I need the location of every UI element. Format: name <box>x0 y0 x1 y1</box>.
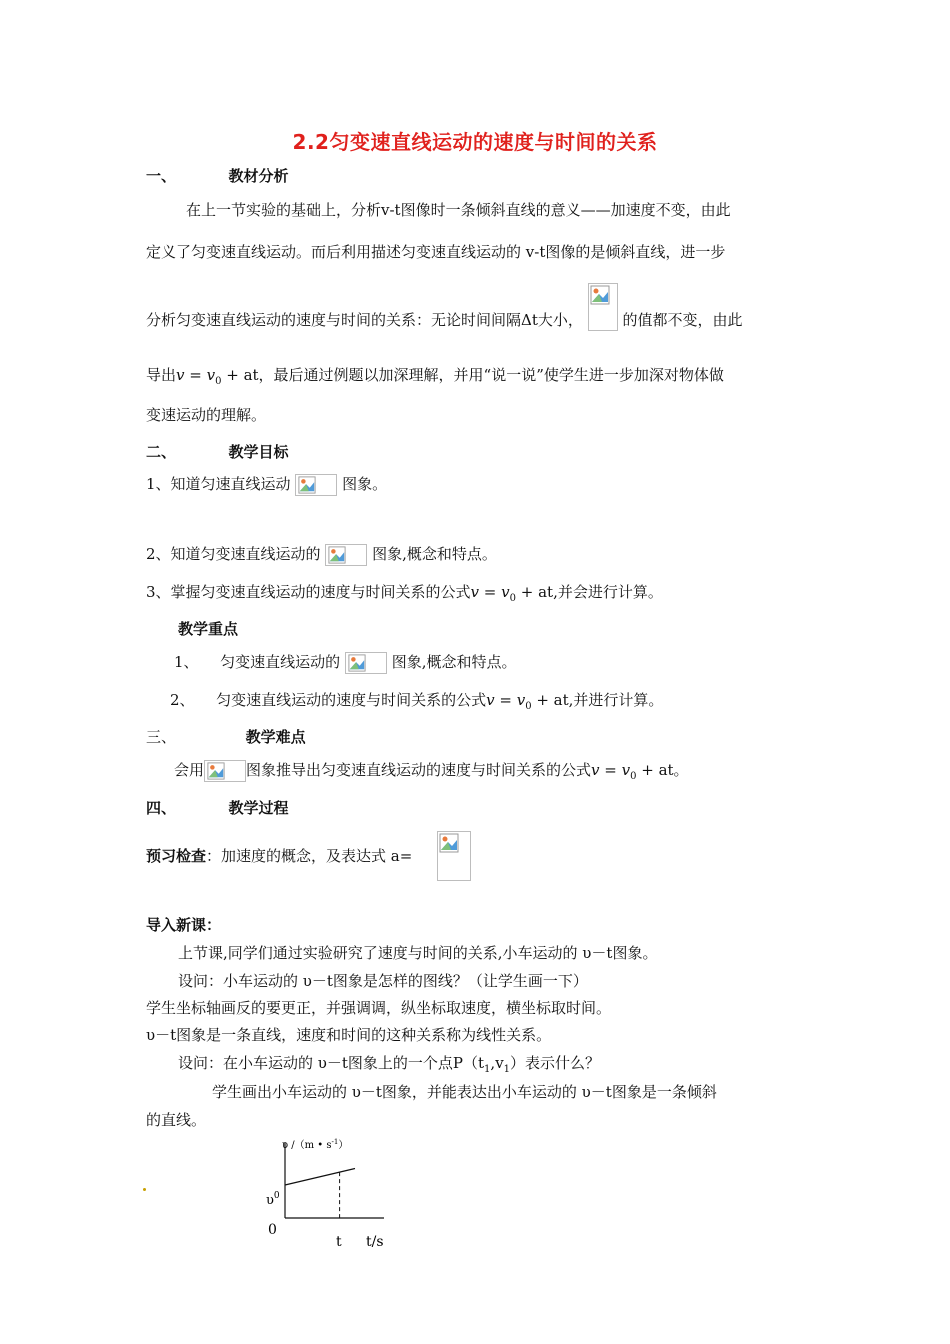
section-number: 三、 <box>146 728 177 746</box>
text-span: 会用 <box>174 761 205 779</box>
section-4-heading <box>146 798 289 818</box>
paragraph-line <box>146 365 724 392</box>
subscript: 0 <box>215 376 222 387</box>
text-span: ,v <box>490 1054 504 1072</box>
text-span: + at。 <box>636 761 689 779</box>
intro-line: 学生画出小车运动的 υ－t图象，并能表达出小车运动的 υ－t图象是一条倾斜 <box>212 1083 717 1101</box>
stray-dot <box>143 1188 146 1191</box>
goal-item <box>146 474 387 496</box>
goal-item <box>146 582 663 609</box>
var-v: v <box>470 583 480 601</box>
subscript: 1 <box>484 1064 491 1075</box>
section-number: 二、 <box>146 443 177 461</box>
text-span: 导出 <box>146 366 177 384</box>
section-title: 教学目标 <box>228 443 289 461</box>
paragraph-line: 定义了匀变速直线运动。而后利用描述匀变速直线运动的 v-t图像的是倾斜直线，进一步 <box>146 243 726 261</box>
focus-heading: 教学重点 <box>178 620 239 638</box>
section-title: 教学过程 <box>228 799 289 817</box>
text-span: 匀变速直线运动的 <box>220 653 341 671</box>
text-span: + at,并会进行计算。 <box>516 583 663 601</box>
section-2-heading <box>146 442 289 462</box>
section-title: 教材分析 <box>228 167 289 185</box>
section-number: 四、 <box>146 799 177 817</box>
text-span: = <box>479 583 502 601</box>
formula-image-icon <box>437 831 471 881</box>
vt-image-icon <box>325 544 367 566</box>
y-axis-label: υ /（m • $s^{-1}$） <box>282 1138 349 1151</box>
var-v: v <box>486 691 495 709</box>
text-span: 匀变速直线运动的速度与时间关系的公式 <box>216 691 487 709</box>
intro-line: 学生坐标轴画反的要更正，并强调调，纵坐标取速度，横坐标取时间。 <box>146 999 612 1017</box>
section-title: 教学难点 <box>245 728 306 746</box>
focus-item <box>174 652 516 674</box>
subscript: 0 <box>509 593 516 604</box>
item-number: 2、 <box>170 691 195 709</box>
intro-line: 上节课,同学们通过实验研究了速度与时间的关系,小车运动的 υ－t图象。 <box>178 944 658 962</box>
x-axis-label: t/s <box>366 1234 384 1250</box>
text-span: 设问：在小车运动的 υ－t图象上的一个点P（t <box>178 1054 485 1072</box>
text-span: = <box>184 366 207 384</box>
text-span: ：加速度的概念，及表达式 a= <box>206 847 413 865</box>
text-span: + at，最后通过例题以加深理解，并用“说一说”使学生进一步加深对物体做 <box>221 366 724 384</box>
var-v0: v <box>621 761 631 779</box>
intro-line: υ－t图象是一条直线，速度和时间的这种关系称为线性关系。 <box>146 1026 552 1044</box>
text-span: 的值都不变，由此 <box>622 311 743 329</box>
text-span: 图象。 <box>342 475 388 493</box>
focus-item <box>170 690 663 717</box>
section-3-heading <box>146 727 306 747</box>
subscript: 1 <box>503 1064 511 1075</box>
text-span: 图象推导出匀变速直线运动的速度与时间关系的公式 <box>246 761 592 779</box>
text-span: + at,并进行计算。 <box>531 691 664 709</box>
text-span: 分析匀变速直线运动的速度与时间的关系：无论时间间隔Δt大小， <box>146 311 583 329</box>
vt-image-icon <box>295 474 337 496</box>
var-v: v <box>176 366 185 384</box>
paragraph-line: 在上一节实验的基础上，分析v-t图像时一条倾斜直线的意义——加速度不变，由此 <box>186 201 731 219</box>
origin-label: 0 <box>268 1222 277 1238</box>
text-span: 图象,概念和特点。 <box>372 545 497 563</box>
intro-line: 的直线。 <box>146 1111 207 1129</box>
intro-label: 导入新课： <box>146 916 222 934</box>
paragraph-line <box>146 310 742 331</box>
subscript: 0 <box>630 771 637 782</box>
text-span: 1、知道匀速直线运动 <box>146 475 291 493</box>
subscript: 0 <box>525 701 532 712</box>
vt-image-icon <box>204 760 246 782</box>
paragraph-line: 变速运动的理解。 <box>146 406 267 424</box>
formula-image-icon <box>588 283 618 331</box>
goal-item <box>146 544 497 566</box>
item-number: 1、 <box>174 653 199 671</box>
section-1-heading <box>146 166 289 186</box>
var-v0: v <box>206 366 216 384</box>
text-span: 3、掌握匀变速直线运动的速度与时间关系的公式 <box>146 583 471 601</box>
vt-chart <box>250 1132 410 1252</box>
var-v0: v <box>516 691 526 709</box>
var-v0: v <box>501 583 510 601</box>
page-title: 2.2匀变速直线运动的速度与时间的关系 <box>292 130 658 154</box>
text-span: = <box>494 691 517 709</box>
text-span: 图象,概念和特点。 <box>391 653 517 671</box>
series-line <box>285 1169 355 1186</box>
text-span: 2、知道匀变速直线运动的 <box>146 545 321 563</box>
v0-label: $\upsilon^0$ <box>266 1191 280 1208</box>
text-span: ）表示什么？ <box>510 1054 601 1072</box>
t-tick-label: t <box>336 1234 342 1250</box>
vt-image-icon <box>345 652 387 674</box>
intro-line: 设问：小车运动的 υ－t图象是怎样的图线？（让学生画一下） <box>178 972 588 990</box>
label: 预习检查 <box>146 847 207 865</box>
intro-line <box>178 1053 600 1080</box>
difficulty-item <box>174 760 689 787</box>
preview-check <box>146 846 412 866</box>
text-span: = <box>599 761 622 779</box>
var-v: v <box>591 761 600 779</box>
section-number: 一、 <box>146 167 177 185</box>
